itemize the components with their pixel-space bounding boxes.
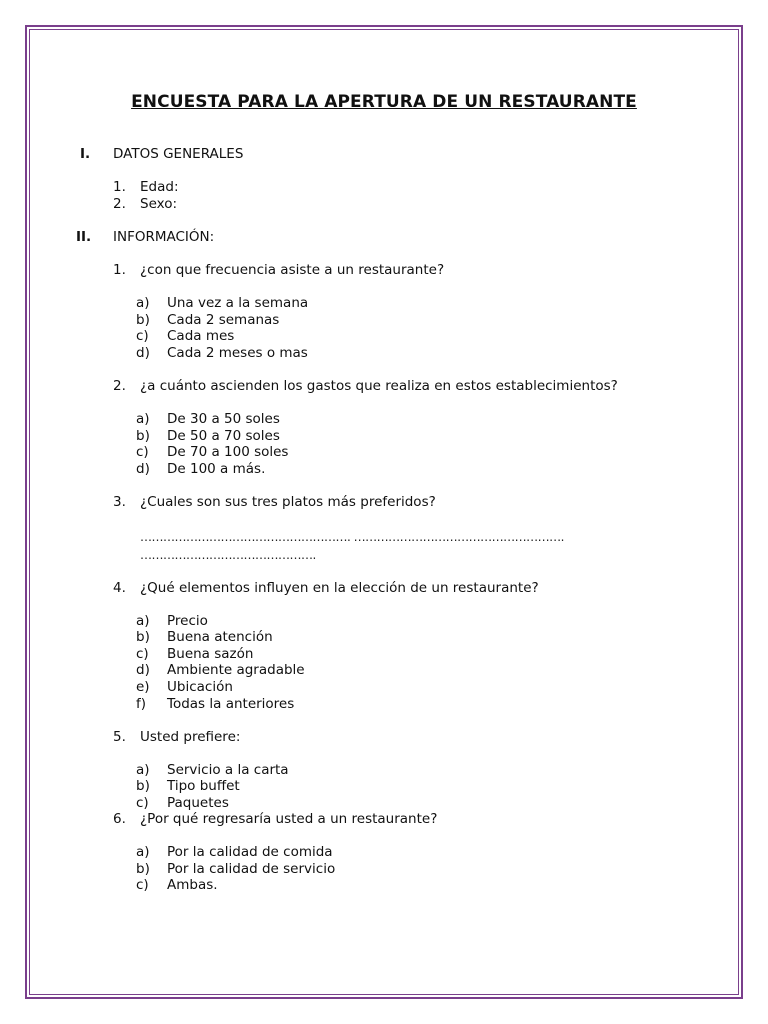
answer-line-1: ………………………………………………. ………………………………………………. — [140, 530, 564, 544]
question-number: 6. — [113, 811, 126, 827]
option-letter: d) — [136, 461, 150, 477]
option-text: Buena atención — [167, 629, 273, 645]
option-text: Servicio a la carta — [167, 762, 289, 778]
option-text: Paquetes — [167, 795, 229, 811]
answer-line-2: ………………………………………. — [140, 548, 316, 562]
section-number-2: II. — [76, 229, 92, 245]
option-text: Ambiente agradable — [167, 662, 305, 678]
option-letter: f) — [136, 696, 147, 712]
option-letter: a) — [136, 295, 150, 311]
option-text: Tipo buffet — [167, 778, 240, 794]
option-text: Por la calidad de servicio — [167, 861, 336, 877]
option-letter: b) — [136, 778, 150, 794]
document-title: ENCUESTA PARA LA APERTURA DE UN RESTAURANTE — [131, 92, 637, 112]
question-number: 1. — [113, 262, 126, 278]
datos-item-number: 2. — [113, 196, 126, 212]
option-letter: a) — [136, 762, 150, 778]
option-letter: b) — [136, 629, 150, 645]
option-text: De 30 a 50 soles — [167, 411, 280, 427]
option-text: Ubicación — [167, 679, 233, 695]
option-text: Cada 2 semanas — [167, 312, 280, 328]
question-2-text: ¿a cuánto ascienden los gastos que realiza en estos establecimientos? — [140, 378, 618, 394]
option-letter: d) — [136, 345, 150, 361]
option-letter: b) — [136, 428, 150, 444]
question-3-text: ¿Cuales son sus tres platos más preferidos? — [140, 494, 436, 510]
option-letter: d) — [136, 662, 150, 678]
option-letter: b) — [136, 312, 150, 328]
datos-item-number: 1. — [113, 179, 126, 195]
option-text: Buena sazón — [167, 646, 254, 662]
section-number-1: I. — [80, 146, 91, 162]
option-letter: c) — [136, 795, 149, 811]
option-text: Cada 2 meses o mas — [167, 345, 308, 361]
option-text: Precio — [167, 613, 208, 629]
question-6-text: ¿Por qué regresaría usted a un restaurante? — [140, 811, 438, 827]
section-heading-informacion: INFORMACIÓN: — [113, 229, 215, 245]
option-letter: b) — [136, 861, 150, 877]
question-number: 3. — [113, 494, 126, 510]
option-letter: a) — [136, 844, 150, 860]
question-4-text: ¿Qué elementos influyen en la elección de un restaurante? — [140, 580, 539, 596]
option-text: De 100 a más. — [167, 461, 266, 477]
option-text: Una vez a la semana — [167, 295, 309, 311]
question-5-text: Usted prefiere: — [140, 729, 241, 745]
option-letter: a) — [136, 411, 150, 427]
option-letter: c) — [136, 877, 149, 893]
option-text: Todas la anteriores — [167, 696, 295, 712]
question-number: 2. — [113, 378, 126, 394]
datos-item-sexo: Sexo: — [140, 196, 178, 212]
option-letter: c) — [136, 646, 149, 662]
datos-item-edad: Edad: — [140, 179, 179, 195]
option-text: De 50 a 70 soles — [167, 428, 280, 444]
question-number: 5. — [113, 729, 126, 745]
option-text: De 70 a 100 soles — [167, 444, 289, 460]
option-letter: c) — [136, 328, 149, 344]
option-letter: a) — [136, 613, 150, 629]
option-text: Por la calidad de comida — [167, 844, 333, 860]
option-letter: c) — [136, 444, 149, 460]
section-heading-datos: DATOS GENERALES — [113, 146, 244, 162]
question-1-text: ¿con que frecuencia asiste a un restaurante? — [140, 262, 445, 278]
option-text: Ambas. — [167, 877, 218, 893]
option-letter: e) — [136, 679, 150, 695]
question-number: 4. — [113, 580, 126, 596]
option-text: Cada mes — [167, 328, 235, 344]
